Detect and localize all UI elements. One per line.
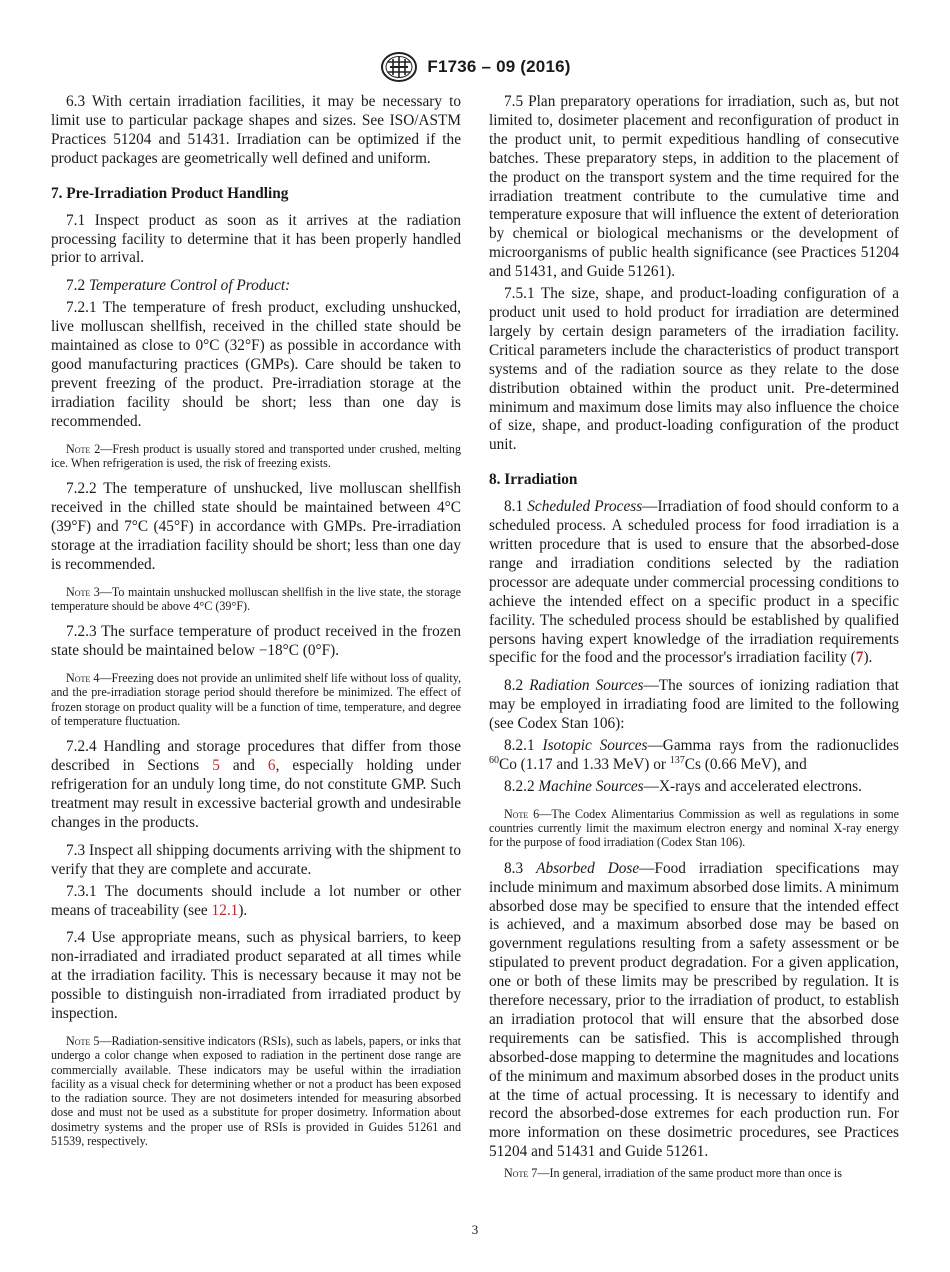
section-7-2-title: Temperature Control of Product:	[88, 277, 291, 295]
note-3-text: —To maintain unshucked molluscan shellfish in the live state, the storage temperature should be above 4°C (39°F).	[51, 584, 461, 614]
cobalt-mass-number: 60	[489, 754, 499, 766]
left-column	[51, 93, 461, 1148]
note-6	[489, 807, 899, 850]
section-7-2-4-text-b: and	[219, 757, 268, 775]
section-8-2-1-text-b: Co (1.17 and 1.33 MeV) or	[499, 756, 670, 773]
section-8-2-text: —The sources of ionizing radiation that may be employed in irradiating food are limited to the following (see Codex Stan 106):	[489, 677, 899, 733]
note-4-label: Note 4	[66, 671, 100, 686]
note-5	[51, 1034, 461, 1148]
section-8-2-2-title: Machine Sources	[538, 777, 644, 795]
section-8-2-title: Radiation Sources	[529, 677, 644, 695]
right-column	[489, 93, 899, 1191]
section-8-2-2-number: 8.2.2	[504, 777, 535, 795]
cesium-mass-number: 137	[669, 754, 685, 766]
section-8-2-2-text: —X-rays and accelerated electrons.	[643, 777, 862, 795]
section-8-3-title: Absorbed Dose	[536, 859, 640, 877]
note-5-text: —Radiation-sensitive indicators (RSIs), such as labels, papers, or inks that undergo a color change when exposed to radiation in the pertinent dose range are commercially available. These indicators may be useful within the irradiation facility as a visual check for determining whether or not a product has been exposed to the radiation source. They are not dosimeters intended for measuring absorbed dose and must not be used as a substitute for proper dosimetry. Information about dosimetry systems and the proper use of RSIs is provided in Guides 51261 and 51539, respectively.	[51, 1034, 462, 1149]
section-7-3-1-text-b: ).	[238, 901, 248, 919]
note-7	[489, 1166, 899, 1180]
section-8-2-2	[489, 778, 899, 797]
note-5-label: Note 5	[66, 1034, 100, 1048]
section-8-2-1-number: 8.2.1	[504, 737, 535, 755]
note-3-label: Note 3	[66, 584, 100, 599]
section-8-2-1-title: Isotopic Sources	[542, 737, 648, 755]
section-7-3-1-text-a: 7.3.1 The documents should include a lot number or other means of traceability (see	[51, 882, 461, 919]
note-7-label: Note 7	[504, 1166, 538, 1181]
section-8-3-number: 8.3	[504, 859, 524, 877]
section-7-2-3: 7.2.3 The surface temperature of product received in the frozen state should be maintained below −18°C (0°F).	[51, 623, 461, 660]
section-7-2-4	[51, 738, 461, 833]
section-7-2-2: 7.2.2 The temperature of unshucked, live molluscan shellfish received in the chilled state should be maintained between 4°C (39°F) and 7°C (45°F) in accordance with GMPs. Pre-irradiation storage at the irradiation facility should be short; less than one day is recommended.	[51, 480, 461, 573]
section-8-1-number: 8.1	[504, 498, 524, 516]
section-7-2-4-text-a: 7.2.4 Handling and storage procedures that differ from those described in Sections	[51, 738, 461, 775]
section-7-1: 7.1 Inspect product as soon as it arrives at the radiation processing facility to determine that it has been properly handled prior to arrival.	[51, 211, 461, 267]
note-2	[51, 442, 461, 471]
note-6-text: —The Codex Alimentarius Commission as well as regulations in some countries currently limit the maximum electron energy and nominal X-ray energy for the purpose of food irradiation (Codex Stan 106).	[489, 806, 900, 850]
section-8-1-end: ).	[863, 649, 873, 667]
page-header	[0, 50, 950, 84]
section-6-3: 6.3 With certain irradiation facilities, it may be necessary to limit use to particular package shapes and sizes. See ISO/ASTM Practices 51204 and 51431. Irradiation can be optimized if the product packages are geometrically well defined and uniform.	[51, 93, 461, 167]
section-7-5: 7.5 Plan preparatory operations for irradiation, such as, but not limited to, dosimeter placement and reconfiguration of product in the product unit, to permit expeditious handling of consecutive batches. These preparatory steps, in addition to the placement of the product on the transport system and the time required for the irradiation treatment contribute to the cumulative time and temperature exposure that will influence the extent of deterioration by chemical or biological mechanisms or the development of microorganisms of public health significance (see Practices 51204 and 51431, and Guide 51261).	[489, 93, 899, 281]
note-4	[51, 671, 461, 728]
section-8-1-title: Scheduled Process	[527, 498, 643, 516]
note-2-label: Note 2	[66, 441, 101, 456]
section-8-3	[489, 860, 899, 1163]
astm-logo-icon	[379, 51, 419, 83]
reference-7-link[interactable]: 7	[855, 649, 864, 667]
section-6-link[interactable]: 6	[267, 757, 276, 775]
section-8-heading: 8. Irradiation	[489, 471, 578, 489]
document-designation: F1736 – 09 (2016)	[427, 57, 571, 76]
section-12-1-link[interactable]: 12.1	[211, 901, 239, 919]
note-4-text: —Freezing does not provide an unlimited shelf life without loss of quality, and the pre-irradiation storage period should therefore be minimized. The effect of frozen storage on product quality will be a function of time, temperature, and degree of temperature fluctuation.	[51, 671, 462, 729]
note-2-text: —Fresh product is usually stored and transported under crushed, melting ice. When refrigeration is used, the risk of freezing exists.	[51, 441, 461, 470]
section-8-2-1-text-c: Cs (0.66 MeV), and	[684, 756, 807, 773]
section-7-heading: 7. Pre-Irradiation Product Handling	[51, 184, 289, 202]
note-7-text: —In general, irradiation of the same product more than once is	[537, 1166, 842, 1181]
section-7-3: 7.3 Inspect all shipping documents arriving with the shipment to verify that they are complete and accurate.	[51, 841, 461, 878]
section-7-2-number: 7.2	[66, 277, 86, 295]
section-8-3-text: —Food irradiation specifications may include minimum and maximum absorbed dose limits. A minimum absorbed dose may be specified to ensure that the intended effect is achieved, and a maximum absorbed dose may be based on government regulations resulting from a safety assessment or be stipulated to prevent product degradation. For a given application, one or both of these limits may be prescribed by regulation. It is therefore necessary, prior to the irradiation of product, to establish an irradiation protocol that will ensure that the absorbed dose requirements can be satisfied. This is accomplished through absorbed-dose mapping to determine the magnitudes and locations of the minimum and maximum absorbed doses in the product units at the time of actual processing. It is necessary to identify and record the absorbed-dose extremes for each production run. For more information on these dosimetric procedures, see Practices 51204 and 51431 and Guide 51261.	[489, 859, 900, 1161]
section-7-3-1	[51, 883, 461, 921]
section-8-2-1	[489, 737, 899, 775]
section-7-2-1: 7.2.1 The temperature of fresh product, excluding unshucked, live molluscan shellfish, received in the chilled state should be maintained as close to 0°C (32°F) as possible in accordance with good manufacturing practices (GMPs). Care should be taken to prevent freezing of the product. Pre-irradiation storage at the irradiation facility should be short; less than one day is recommended.	[51, 299, 461, 430]
section-7-2	[51, 277, 461, 296]
note-6-label: Note 6	[504, 806, 540, 821]
section-7-4: 7.4 Use appropriate means, such as physical barriers, to keep non-irradiated and irradiated product separated at all times while at the irradiation facility. This is necessary because it may not be possible to distinguish non-irradiated from irradiated product by inspection.	[51, 929, 461, 1023]
page-number: 3	[471, 1222, 479, 1237]
section-7-2-4-text-c: , especially holding under refrigeration for an unduly long time, do not constitute GMP. Such treatment may result in excessive bacterial growth and undesirable changes in the products.	[51, 757, 461, 831]
section-8-2-1-text-a: —Gamma rays from the radionuclides	[647, 737, 899, 755]
note-3	[51, 585, 461, 614]
section-8-2	[489, 677, 899, 734]
section-7-5-1: 7.5.1 The size, shape, and product-loading configuration of a product unit used to hold product for irradiation are determined largely by certain design parameters of the irradiation facility. Critical parameters include the characteristics of product transport systems and of the radiation source as they relate to the dose distribution obtained within the product unit. Pre-determined minimum and maximum dose limits may also influence the choice of size, shape, and product-loading configuration of the product unit.	[489, 285, 899, 454]
section-8-2-number: 8.2	[504, 677, 524, 695]
section-5-link[interactable]: 5	[212, 757, 220, 775]
section-8-1	[489, 498, 899, 668]
section-8-1-text: —Irradiation of food should conform to a scheduled process. A scheduled process for food irradiation is a written procedure that is used to ensure that the absorbed-dose range and irradiation conditions selected by the radiation processor are adequate under commercial processing conditions to achieve the intended effect on a specific product in a specific facility. The scheduled process should be established by qualified persons having expert knowledge of the irradiation requirements specific for the food and the processor's irradiation facility (	[489, 498, 899, 667]
